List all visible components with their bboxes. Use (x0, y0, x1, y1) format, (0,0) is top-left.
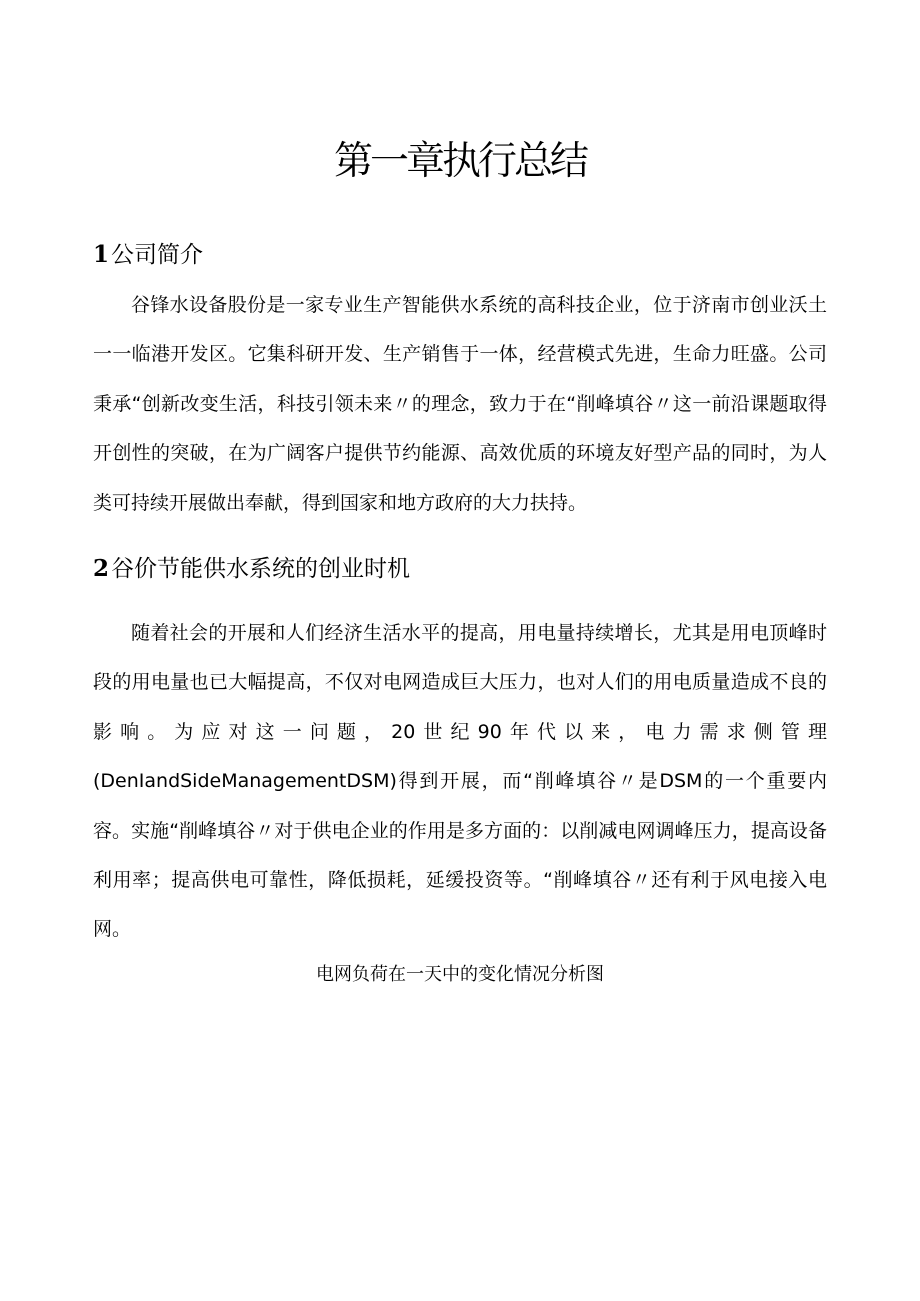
section-heading-company-intro (93, 238, 203, 272)
chapter-title: 第一章执行总结 (333, 139, 586, 184)
figure-caption: 电网负荷在一天中的变化情况分析图 (316, 964, 604, 985)
company-intro-paragraph: 谷锋水设备股份是一家专业生产智能供水系统的高科技企业，位于济南市创业沃土一一临港开发区。它集科研开发、生产销售于一体，经营模式先进，生命力旺盛。公司秉承“创新改变生活，科技引领未来〃的理念，致力于在“削峰填谷〃这一前沿课题取得开创性的突破，在为广阔客户提供节约能源、高效优质的环境友好型产品的同时，为人类可持续开展做出奉献，得到国家和地方政府的大力扶持。 (93, 294, 827, 514)
section-title: 谷价节能供水系统的创业时机 (111, 556, 411, 582)
startup-timing-paragraph: 随着社会的开展和人们经济生活水平的提高，用电量持续增长，尤其是用电顶峰时段的用电量也已大幅提高，不仅对电网造成巨大压力，也对人们的用电质量造成不良的影响。为应对这一问题，20世纪90年代以来，电力需求侧管理(DenIandSideManagementDSM)得到开展，而“削峰填谷〃是DSM的一个重要内容。实施“削峰填谷〃对于供电企业的作用是多方面的：以削减电网调峰压力，提高设备利用率；提高供电可靠性，降低损耗，延缓投资等。“削峰填谷〃还有利于风电接入电网。 (93, 622, 827, 941)
section-number: 1 (93, 241, 110, 268)
section-heading-startup-timing (93, 552, 410, 586)
section-number: 2 (93, 555, 110, 582)
section-title: 公司简介 (111, 242, 204, 268)
